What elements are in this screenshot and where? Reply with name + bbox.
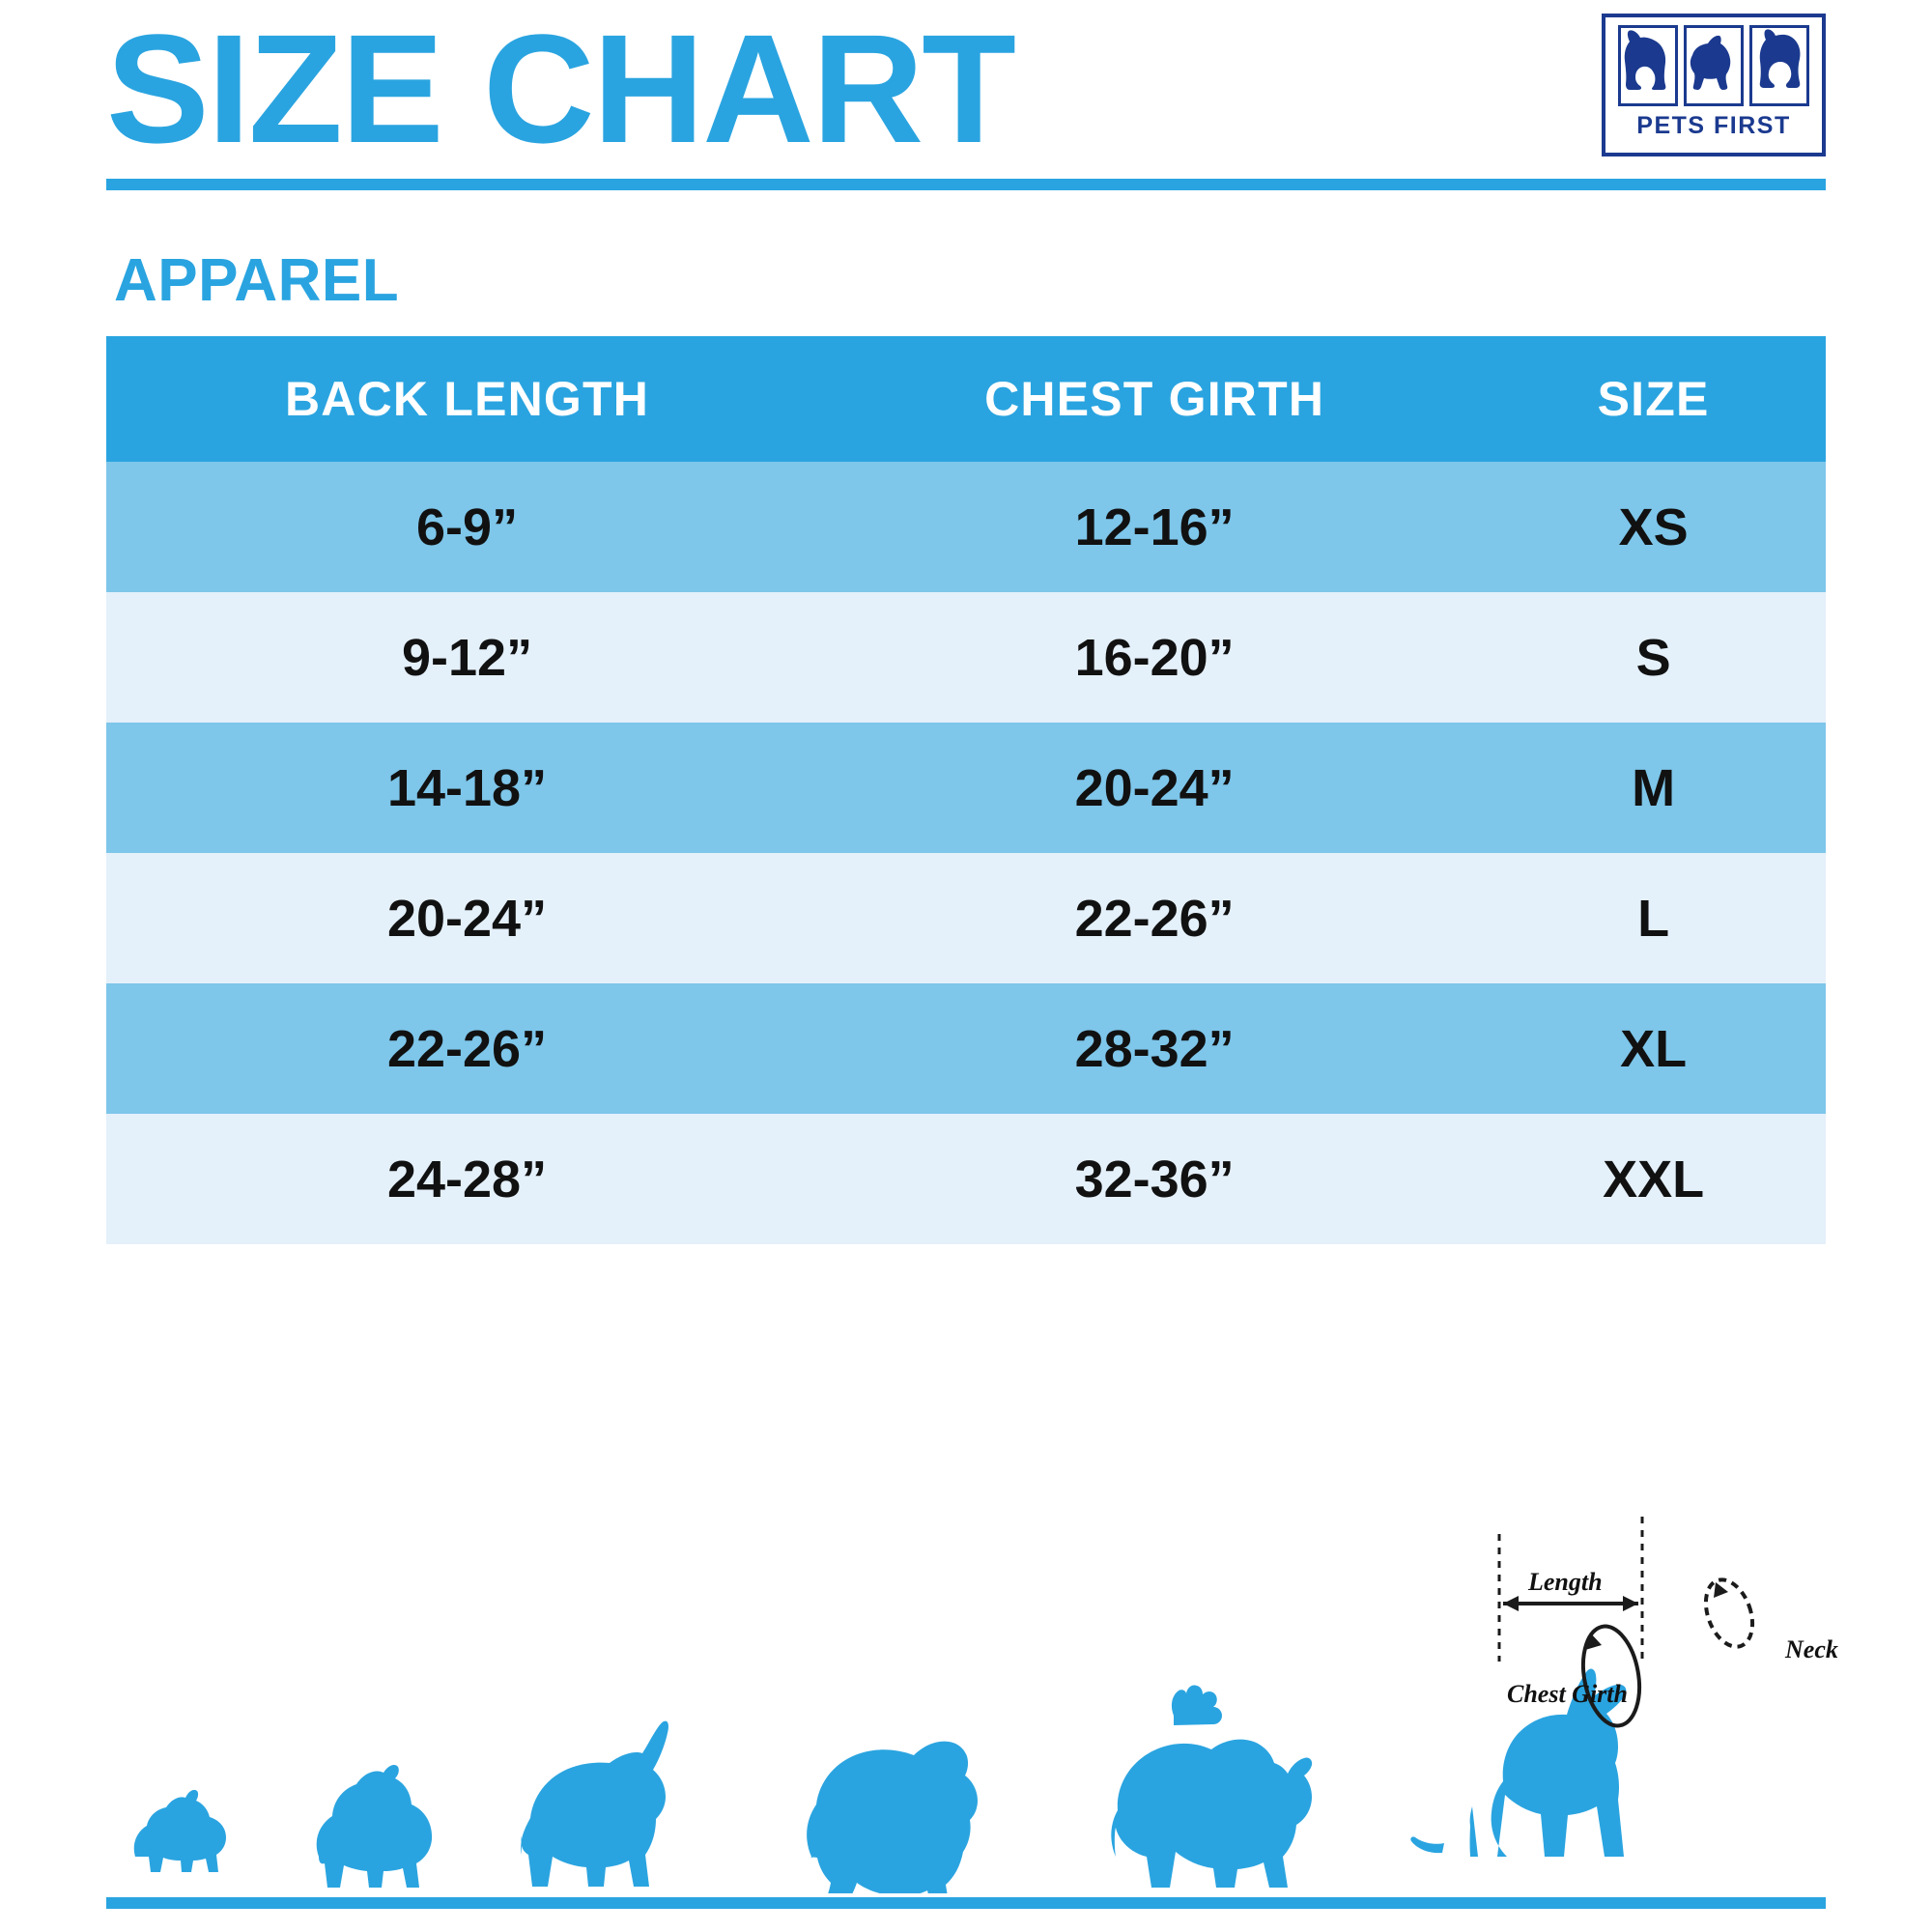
logo-brand-text: PETS FIRST [1636,112,1791,139]
page-title: SIZE CHART [106,2,1014,175]
dog-standing-icon [1684,25,1744,106]
table-row [106,592,1826,723]
table-row [106,462,1826,592]
dog-alert-icon [1749,25,1809,106]
table-body [106,462,1826,1244]
section-heading-apparel: APPAREL [114,247,400,314]
cell-back-length: 22-26” [106,983,828,1114]
cell-back-length: 9-12” [106,592,828,723]
cell-chest-girth: 22-26” [828,853,1481,983]
dog-sitting-icon [1618,25,1678,106]
label-chest-girth: Chest Girth [1507,1680,1628,1708]
cell-size: S [1481,592,1826,723]
column-header-chest-girth: CHEST GIRTH [828,336,1481,462]
header [106,0,1826,196]
cell-size: L [1481,853,1826,983]
table-row [106,853,1826,983]
pug-silhouette [317,1765,432,1888]
table-row [106,723,1826,853]
table-head [106,336,1826,462]
cell-size: XXL [1481,1114,1826,1244]
cell-back-length: 14-18” [106,723,828,853]
cell-size: M [1481,723,1826,853]
cell-back-length: 24-28” [106,1114,828,1244]
terrier-silhouette [1111,1685,1312,1888]
label-neck: Neck [1785,1635,1838,1663]
pomeranian-silhouette [134,1790,226,1872]
table-row [106,1114,1826,1244]
label-length: Length [1528,1568,1603,1596]
cell-back-length: 20-24” [106,853,828,983]
table-row [106,983,1826,1114]
table-header-row [106,336,1826,462]
title-underline-rule [106,179,1826,190]
column-header-back-length: BACK LENGTH [106,336,828,462]
cell-size: XS [1481,462,1826,592]
cell-chest-girth: 12-16” [828,462,1481,592]
cell-chest-girth: 28-32” [828,983,1481,1114]
cell-back-length: 6-9” [106,462,828,592]
beagle-silhouette [521,1721,668,1887]
size-table [106,336,1826,1244]
brand-logo [1602,14,1826,156]
cell-chest-girth: 20-24” [828,723,1481,853]
bottom-rule [106,1897,1826,1909]
column-header-size: SIZE [1481,336,1826,462]
cell-chest-girth: 32-36” [828,1114,1481,1244]
cell-chest-girth: 16-20” [828,592,1481,723]
cell-size: XL [1481,983,1826,1114]
logo-icon-frames [1618,25,1809,106]
spaniel-silhouette [807,1742,978,1893]
dog-silhouette-band [0,1478,1932,1893]
